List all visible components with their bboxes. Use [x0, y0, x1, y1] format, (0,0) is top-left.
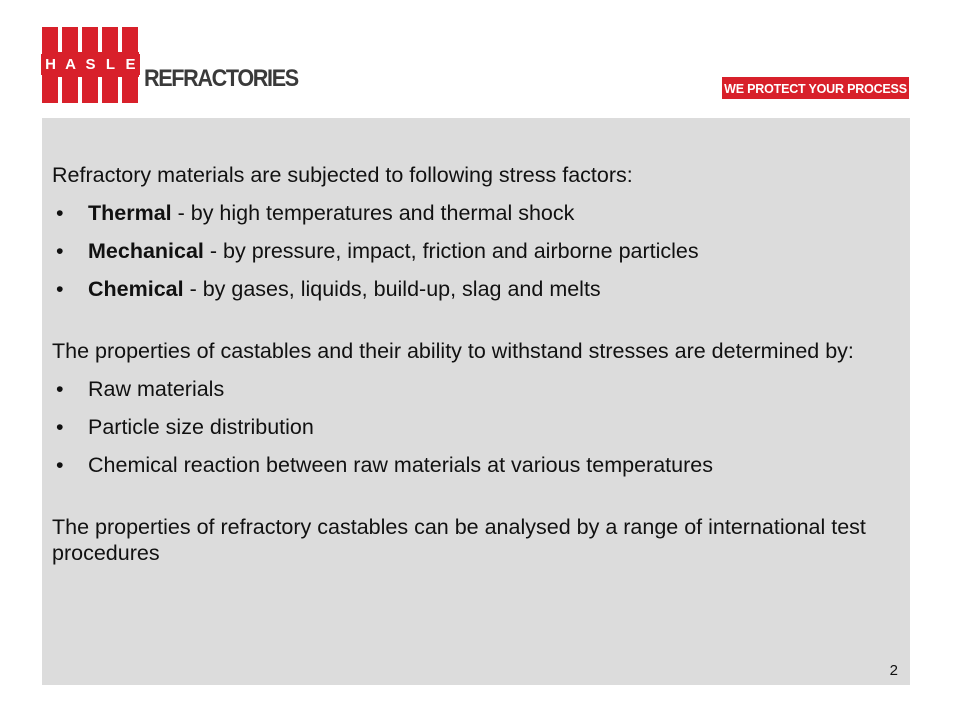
- logo-letter: A: [61, 54, 80, 75]
- property-text: Raw materials: [88, 377, 225, 401]
- stress-factor-item: [52, 200, 892, 226]
- stress-factor-label: Thermal: [88, 201, 172, 225]
- logo-letter: E: [121, 54, 140, 75]
- content-panel: [42, 118, 910, 685]
- property-item: [52, 414, 892, 440]
- conclusion-text: The properties of refractory castables can be analysed by a range of international test procedures: [52, 515, 866, 565]
- bullet-icon: •: [56, 377, 64, 401]
- stress-factor-text: - by pressure, impact, friction and airborne particles: [203, 239, 699, 263]
- bullet-icon: •: [56, 239, 64, 263]
- hasle-logo: [42, 27, 302, 103]
- slide-body: [52, 162, 892, 566]
- bullet-icon: •: [56, 453, 64, 477]
- property-text: Particle size distribution: [88, 415, 314, 439]
- bullet-icon: •: [56, 415, 64, 439]
- stress-factor-label: Mechanical: [88, 239, 204, 263]
- tagline-banner: WE PROTECT YOUR PROCESS: [722, 77, 909, 99]
- properties-intro: The properties of castables and their ability to withstand stresses are determined by:: [52, 339, 854, 363]
- stress-factor-text: - by gases, liquids, build-up, slag and melts: [183, 277, 601, 301]
- property-text: Chemical reaction between raw materials at various temperatures: [88, 453, 713, 477]
- stress-factor-label: Chemical: [88, 277, 184, 301]
- property-item: [52, 376, 892, 402]
- bullet-icon: •: [56, 201, 64, 225]
- property-item: [52, 452, 892, 478]
- bullet-icon: •: [56, 277, 64, 301]
- stress-factor-item: [52, 238, 892, 264]
- logo-letter: L: [101, 54, 120, 75]
- intro-text: Refractory materials are subjected to following stress factors:: [52, 163, 633, 187]
- logo-letter: H: [41, 54, 60, 75]
- stress-factor-item: [52, 276, 892, 302]
- logo-wordmark: REFRACTORIES: [144, 65, 298, 92]
- stress-factor-text: - by high temperatures and thermal shock: [171, 201, 575, 225]
- logo-letter: S: [81, 54, 100, 75]
- page-number: 2: [889, 662, 898, 679]
